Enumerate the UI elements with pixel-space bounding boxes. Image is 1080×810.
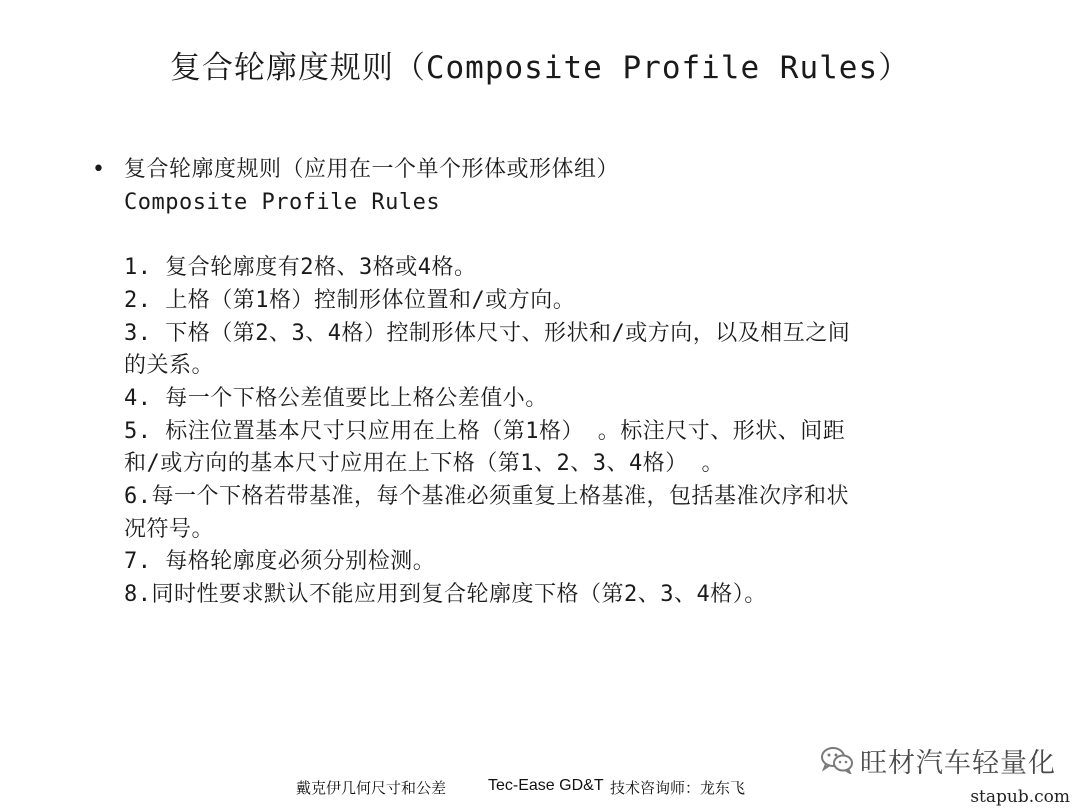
rule-line: 1. 复合轮廓度有2格、3格或4格。 [124, 255, 477, 281]
spacer [124, 219, 1004, 252]
slide-title: 复合轮廓度规则（Composite Profile Rules） [169, 50, 911, 86]
footer-right: 技术咨询师：龙东飞 [610, 779, 746, 797]
wechat-icon [820, 746, 854, 774]
rule-line: 8.同时性要求默认不能应用到复合轮廓度下格（第2、3、4格）。 [124, 582, 767, 608]
footer-left: 戴克伊几何尺寸和公差 [296, 779, 447, 797]
site-watermark: stapub.com [970, 787, 1070, 807]
footer [0, 777, 1080, 801]
rule-line: 4. 每一个下格公差值要比上格公差值小。 [124, 385, 548, 411]
rule-line: 2. 上格（第1格）控制形体位置和/或方向。 [124, 287, 576, 313]
bullet-content [124, 154, 1004, 612]
rule-line: 7. 每格轮廓度必须分别检测。 [124, 549, 436, 575]
wechat-watermark [820, 742, 1056, 778]
rule-line: 3. 下格（第2、3、4格）控制形体尺寸、形状和/或方向，以及相互之间 [124, 320, 851, 346]
bullet-heading-cn: 复合轮廓度规则（应用在一个单个形体或形体组） [124, 157, 620, 182]
rule-line: 况符号。 [124, 516, 215, 542]
bullet-marker: • [92, 157, 105, 182]
rule-line: 5. 标注位置基本尺寸只应用在上格（第1格） 。标注尺寸、形状、间距 [124, 418, 846, 444]
bullet-heading-en: Composite Profile Rules [124, 189, 441, 215]
watermark-text: 旺材汽车轻量化 [860, 747, 1056, 779]
rule-line: 的关系。 [124, 353, 215, 379]
rule-line: 和/或方向的基本尺寸应用在上下格（第1、2、3、4格） 。 [124, 451, 724, 477]
footer-middle: Tec-Ease GD&T [488, 777, 604, 794]
rule-line: 6.每一个下格若带基准，每个基准必须重复上格基准，包括基准次序和状 [124, 484, 849, 510]
